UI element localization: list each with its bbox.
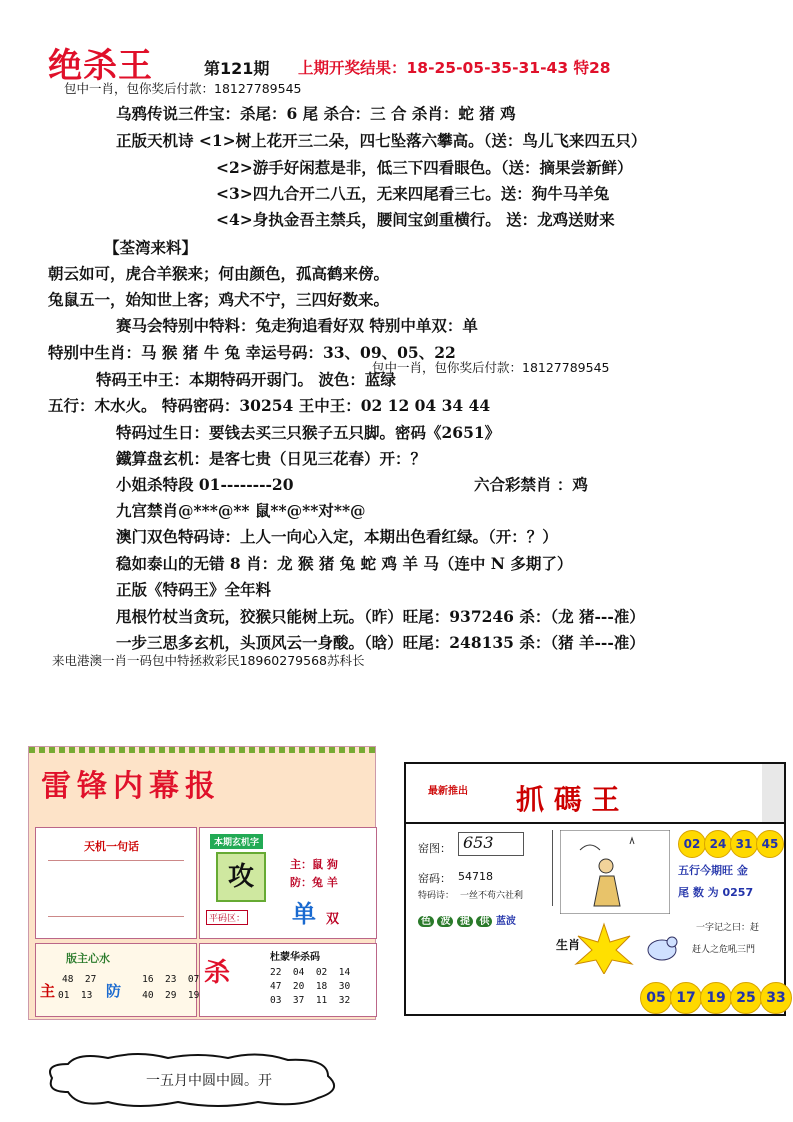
number-ball: 31 [730,830,758,858]
number: 18 [315,981,328,992]
divider [48,860,184,861]
kill-row [270,994,350,1008]
number: 48 [62,974,74,985]
line-macau-poem: 澳门双色特码诗：上人一向心入定，本期出色看红绿。（开：？） [116,527,558,546]
number: 19 [187,990,200,1001]
heart-water-title: 版主心水 [66,952,110,965]
line-eight-zodiac: 稳如泰山的无错 8 肖：龙 猴 猪 兔 蛇 鸡 羊 马（连中 N 多期了） [116,554,573,573]
mi-label: 窑图： [418,842,451,855]
divider [48,916,184,917]
line-poem-2: <2>游手好闲惹是非，低三下四看眼色。（送：摘果尝新鲜） [216,158,633,177]
line-nine-palace: 九宫禁肖@***@** 鼠**@**对**@ [116,501,366,520]
cloud-text: 一五月中圆中圆。开 [146,1073,272,1089]
single-char: 单 [292,899,316,928]
color-row [418,912,516,927]
number: 11 [315,995,328,1006]
line-crow: 乌鸦传说三件宝：杀尾：6 尾 杀合：三 合 杀肖：蛇 猪 鸡 [116,104,516,123]
poster-border [29,747,375,753]
number-ball: 25 [730,982,762,1014]
number: 40 [142,990,154,1001]
poster-leifeng [28,746,376,1020]
line-zhaoyun: 朝云如可，虎合羊猴来；何由颜色，孤高鹤来傍。 [48,264,390,283]
defend-zodiac: 防：兔 羊 [290,876,338,889]
number: 27 [84,974,97,985]
line-special-zodiac: 特别中生肖：马 猴 猪 牛 兔 幸运号码：33、09、05、22 [48,343,456,362]
last-result [298,56,611,78]
line-tushu: 兔鼠五一，始知世上客；鸡犬不宁，三四好数来。 [48,290,390,309]
poster-zhuamawang [404,762,786,1016]
zone-label: 平码区： [206,910,248,925]
line-poem-4: <4>身执金吾主禁兵，腰间宝剑重横行。 送：龙鸡送财来 [216,210,615,229]
one-word: 一字记之曰：赶 [696,923,760,933]
star-burst [574,922,634,974]
number-ball: 19 [700,982,732,1014]
number: 02 [315,967,328,978]
main-zodiac: 主：鼠 狗 [290,858,338,871]
number: 23 [165,974,177,985]
number: 22 [270,967,282,978]
line-poem-1: 正版天机诗 <1>树上花开三二朵，四七坠落六攀高。（送：鸟儿飞来四五只） [116,131,647,150]
kill-code-box [199,943,377,1017]
last-result-numbers: 18-25-05-35-31-43 [406,59,569,77]
code-value: 54718 [458,870,493,883]
number: 20 [292,981,305,992]
line-tema-king: 特码王中王：本期特码开弱门。 波色：蓝绿 [96,370,396,389]
code-label: 窑码： [418,872,451,885]
number-ball: 17 [670,982,702,1014]
kill-row [270,980,350,994]
poem-label: 特码诗： [418,891,455,901]
number: 01 [58,990,70,1001]
poem-value: 一丝不苟六社利 [460,891,524,901]
line-birthday: 特码过生日：要钱去买三只猴子五只脚。密码《2651》 [116,423,501,442]
number-ball: 33 [760,982,792,1014]
fang-char: 防 [106,982,122,1000]
number-ball: 02 [678,830,706,858]
double-char: 双 [326,912,340,927]
contact-mid: 包中一肖，包你奖后付款：18127789545 [372,360,610,375]
kill-char: 杀 [204,958,231,988]
line-three-thoughts: 一步三思多玄机，头顶风云一身酸。（晗）旺尾：248135 杀：（猪 羊---准） [116,633,645,652]
number: 07 [187,974,200,985]
last-result-label: 上期开奖结果： [298,59,407,77]
kill-code-grid [270,966,350,1008]
number: 37 [292,995,305,1006]
line-wuxing: 五行：木水火。 特码密码：30254 王中王：02 12 04 34 44 [48,396,491,415]
side-text: 赶人之危吼三門 [692,945,756,955]
line-miss-kill: 小姐杀特段 01--------20 [116,475,294,494]
poster-zhuamawang-title: 抓 碼 王 [516,783,620,816]
number: 30 [338,981,351,992]
number: 14 [338,967,351,978]
oracle-title: 天机一句话 [84,840,139,853]
color-char: 提 [457,916,473,927]
oracle-box [35,827,197,939]
divider [552,830,553,906]
number-ball: 45 [756,830,784,858]
number-ball: 24 [704,830,732,858]
zhu-char: 主 [40,982,56,1000]
kill-row [270,966,350,980]
blue-wave: 蓝波 [495,916,516,927]
number: 47 [270,981,282,992]
number-ball: 05 [640,982,672,1014]
contact-top: 包中一肖，包你奖后付款：18127789545 [64,81,302,96]
section-quanwan: 【荃湾来料】 [104,238,198,257]
animal-icon [642,932,682,966]
number: 03 [270,995,282,1006]
line-poem-3: <3>四九合开二八五，无来四尾看三七。送：狗牛马羊兔 [216,184,610,203]
code-panel [416,830,548,908]
number: 29 [165,990,177,1001]
color-char: 供 [476,916,492,927]
poster-leifeng-title: 雷锋内幕报 [41,769,221,804]
issue-number: 第121期 [204,59,270,78]
kill-code-title: 杜蒙华杀码 [270,952,320,963]
mi-value: 653 [458,832,524,856]
line-abacus: 鐵算盘玄机：是客七贵（日见三花春）开：？ [116,449,427,468]
keyword-char: 攻 [216,852,266,902]
sage-illustration [560,830,670,914]
five-elements: 五行今期旺 金 [678,864,748,877]
number: 32 [338,995,351,1006]
line-bamboo: 甩根竹杖当贪玩，狡猴只能树上玩。（昨）旺尾：937246 杀：（龙 猪---准） [116,607,645,626]
cloud-bubble [38,1052,348,1108]
heart-nums-top [62,974,199,985]
number: 04 [292,967,305,978]
number: 16 [142,974,154,985]
new-tag: 最新推出 [428,786,468,797]
keyword-box [199,827,377,939]
heart-water-box [35,943,200,1017]
tail-numbers: 尾 数 为 0257 [678,886,754,899]
contact-bottom: 来电港澳一肖一码包中特拯救彩民18960279568苏科长 [52,653,365,668]
line-forbidden-zodiac: 六合彩禁肖 ：鸡 [474,475,588,494]
heart-nums-bottom [58,990,199,1001]
brand-title: 绝杀王 [48,46,153,86]
color-char: 色 [418,916,434,927]
keyword-title: 本期玄机字 [210,834,263,849]
line-saima: 赛马会特别中特料：兔走狗追看好双 特别中单双：单 [116,316,478,335]
header-tab [762,764,784,822]
number: 13 [80,990,93,1001]
line-annual: 正版《特码王》全年料 [116,580,272,599]
color-char: 波 [437,916,453,927]
zodiac-label: 生肖 [556,938,581,952]
last-result-special: 特28 [573,59,611,77]
